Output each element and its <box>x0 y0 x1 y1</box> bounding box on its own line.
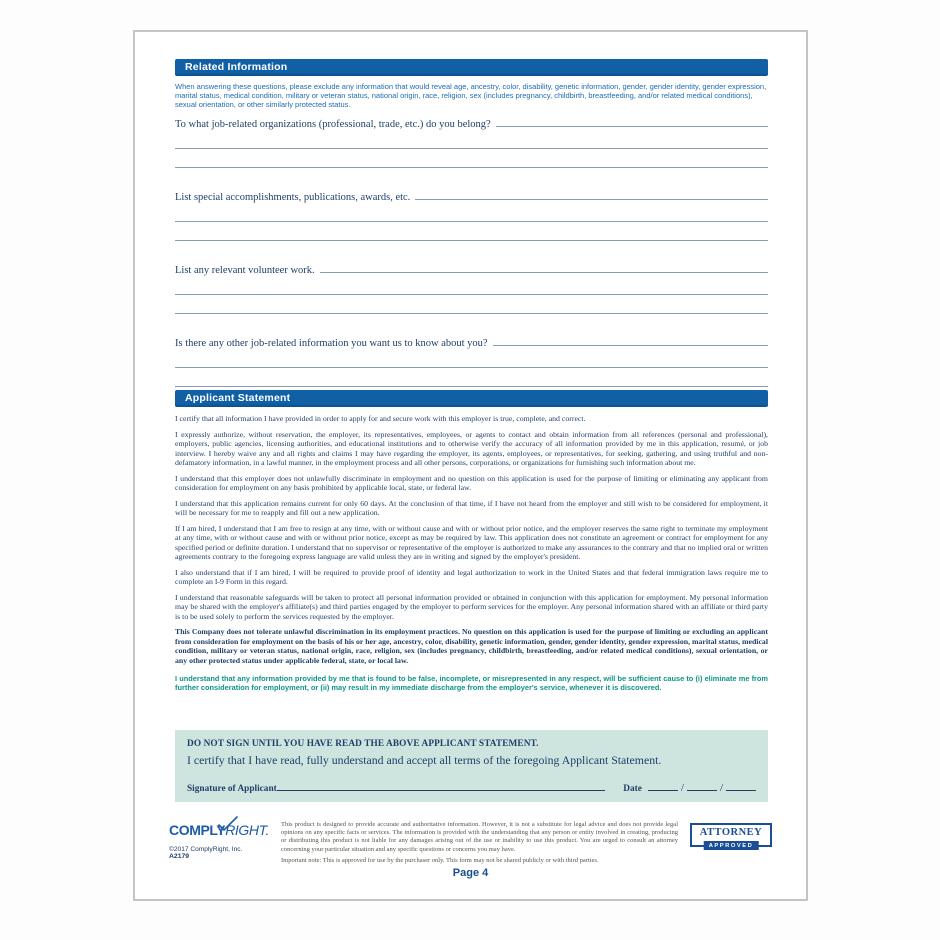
write-in-line[interactable] <box>496 116 768 127</box>
complyright-logo <box>169 822 277 840</box>
question-group-organizations <box>175 116 768 168</box>
question-label: To what job-related organizations (professional, trade, etc.) do you belong? <box>175 118 491 130</box>
statement-paragraph: I certify that all information I have provided in order to apply for and secure work with this employer is true, complete, and correct. <box>175 414 586 423</box>
logo-text-comply: COMPLY <box>169 822 226 838</box>
write-in-line[interactable] <box>175 349 768 368</box>
write-in-line[interactable] <box>493 335 768 346</box>
write-in-line[interactable] <box>175 295 768 314</box>
date-slash: / <box>680 782 684 794</box>
statement-paragraph: I understand that this application remains current for only 60 days. At the conclusion of that time, if I have not heard from the employer and still wish to be considered for employment, it will be necessary for me to reapply and fill out a new application. <box>175 498 768 517</box>
write-in-line[interactable] <box>175 203 768 222</box>
application-form-page <box>133 30 808 901</box>
footer <box>169 819 772 865</box>
question-group-accomplishments <box>175 189 768 241</box>
logo-text-right: RIGHT. <box>225 822 269 838</box>
write-in-line[interactable] <box>320 262 768 273</box>
write-in-line[interactable] <box>175 368 768 387</box>
disclaimer-paragraph: This product is designed to provide accurate and authoritative information. However, it is not a substitute for legal advice and does not provide legal opinions on any specific facts or services. The information is provided with the understanding that any person or entity involved in creating, producing or distributing this product is not liable for any damages arising out of the use or inability to use this product. You are urged to consult an attorney concerning your particular situation and any specific questions or concerns you may have. <box>281 821 678 853</box>
write-in-line[interactable] <box>175 130 768 149</box>
section-title: Related Information <box>185 61 288 73</box>
important-note: Important note: This is approved for use by the purchaser only. This form may not be shared publicly or with third parties. <box>281 856 599 864</box>
legal-disclaimer <box>277 819 690 865</box>
section-header-applicant-statement <box>175 390 768 407</box>
page-number: Page 4 <box>452 867 489 879</box>
badge-attorney-text: ATTORNEY <box>699 827 763 838</box>
date-month-line[interactable] <box>648 781 678 791</box>
statement-paragraph-false-info-warning: I understand that any information provided by me that is found to be false, incomplete, or misrepresented in any respect, will be sufficient cause to (i) eliminate me from further consideration for employment, or (ii) may result in my immediate discharge from the employer's service, whenever it is discovered. <box>175 674 768 693</box>
date-label: Date <box>623 784 642 794</box>
product-code: A2179 <box>169 853 190 860</box>
statement-paragraph: If I am hired, I understand that I am free to resign at any time, with or without cause and with or without prior notice, and the employer reserves the same right to terminate my employment at any time, with or without cause and with or without prior notice, except as may be required by law. This application does not constitute an agreement or contract for employment for any specified period or definite duration. I understand that no supervisor or representative of the employer is authorized to make any assurances to the contrary and that no implied oral or written agreements contrary to the foregoing express language are valid unless they are in writing and signed by the employer's president. <box>175 523 768 561</box>
statement-paragraph-nondiscrimination: This Company does not tolerate unlawful discrimination in its employment practices. No question on this application is used for the purpose of limiting or excluding an applicant from consideration for employment on the basis of his or her age, ancestry, color, disability, genetic information, gender, gender identity, gender expression, marital status, medical condition, military or veteran status, national origin, race, religion, sex (includes pregnancy, childbirth, breastfeeding, and/or related medical conditions), sexual orientation, or any other protected status under applicable federal, state, or local law. <box>175 627 768 665</box>
question-label: List any relevant volunteer work. <box>175 264 315 276</box>
write-in-line[interactable] <box>175 276 768 295</box>
related-information-instructions: When answering these questions, please exclude any information that would reveal age, ancestry, color, disability, genetic information, gender, gender identity, gender expression, marital status, medical condition, military or veteran status, national origin, race, religion, sex (includes pregnancy, childbirth, breastfeeding, and/or related medical conditions), sexual orientation, or other similarly protected status. <box>175 82 767 110</box>
date-day-line[interactable] <box>687 781 717 791</box>
related-information-section <box>175 59 768 387</box>
write-in-line[interactable] <box>175 149 768 168</box>
section-header-related-information <box>175 59 768 76</box>
signature-box <box>175 730 768 802</box>
write-in-line[interactable] <box>415 189 768 200</box>
statement-paragraph: I understand that this employer does not unlawfully discriminate in employment and no question on this application is used for the purpose of limiting or eliminating any applicant from consideration for employment on any basis prohibited by applicable local, state, or federal law. <box>175 473 768 492</box>
question-label: Is there any other job-related information you want us to know about you? <box>175 337 488 349</box>
badge-approved-text: APPROVED <box>704 841 759 850</box>
do-not-sign-warning: DO NOT SIGN UNTIL YOU HAVE READ THE ABOVE APPLICANT STATEMENT. <box>187 739 539 749</box>
date-slash: / <box>719 782 723 794</box>
statement-paragraph: I understand that reasonable safeguards will be taken to protect all personal information provided or obtained in conjunction with this application for employment. My personal information may be shared with the employer's affiliate(s) and third parties engaged by the employer to perform services for the employer. Any personal information shared with an affiliate or third party is to be used solely to perform the services requested by the employer. <box>175 592 768 621</box>
attorney-approved-badge <box>690 819 772 847</box>
write-in-line[interactable] <box>175 222 768 241</box>
logo-swoosh-icon <box>217 816 239 832</box>
signature-row <box>187 781 756 794</box>
certification-statement: I certify that I have read, fully understand and accept all terms of the foregoing Applicant Statement. <box>187 753 662 767</box>
signature-line[interactable] <box>277 781 606 791</box>
copyright-text: ©2017 ComplyRight, Inc. <box>169 846 243 853</box>
section-title: Applicant Statement <box>185 392 291 404</box>
question-group-volunteer <box>175 262 768 314</box>
signature-label: Signature of Applicant <box>187 784 277 794</box>
statement-paragraph: I expressly authorize, without reservation, the employer, its representatives, employees, or agents to contact and obtain information from all references (personal and professional), employers, public agencies, licensing authorities, and educational institutions and to otherwise verify the accuracy of all information provided by me in this application, resumé, or job interview. I hereby waive any and all rights and claims I may have regarding the employer, its agents, employees, or representatives, for seeking, gathering, and using truthful and non-defamatory information, in a lawful manner, in the employment process and all other persons, corporations, or organizations for furnishing such information about me. <box>175 429 768 467</box>
publisher-block <box>169 819 277 860</box>
date-year-line[interactable] <box>726 781 756 791</box>
statement-paragraph: I also understand that if I am hired, I will be required to provide proof of identity and legal authorization to work in the United States and that federal immigration laws require me to complete an I-9 Form in this regard. <box>175 567 768 586</box>
question-label: List special accomplishments, publications, awards, etc. <box>175 191 411 203</box>
question-group-other-info <box>175 335 768 387</box>
applicant-statement-section <box>175 390 768 693</box>
